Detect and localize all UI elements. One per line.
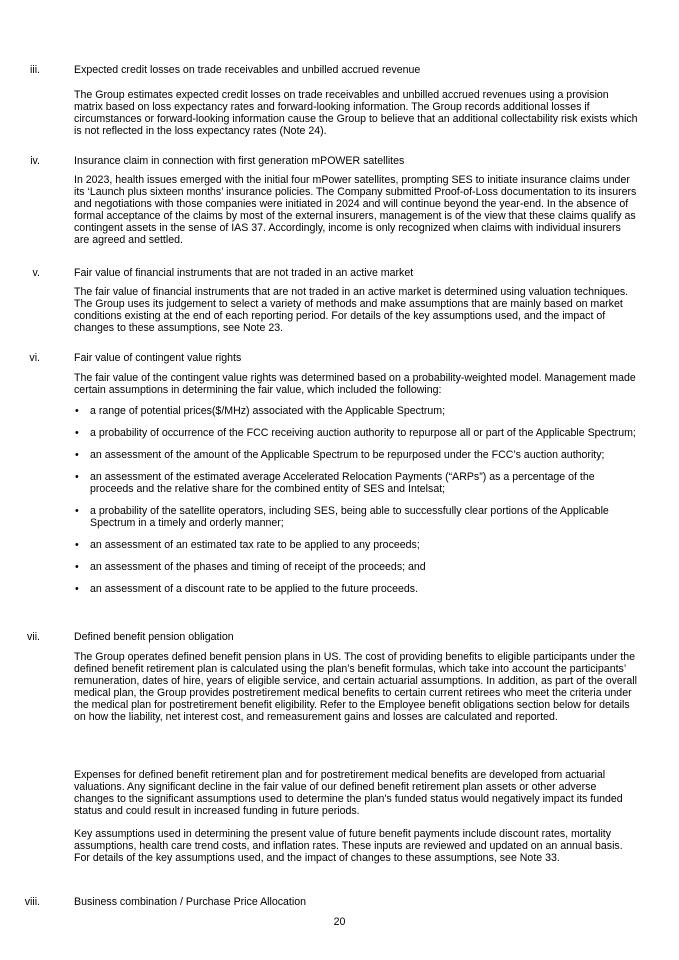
bullet-icon: •	[75, 471, 79, 483]
list-item-text: an assessment of a discount rate to be applied to the future proceeds.	[90, 583, 419, 595]
bullet-icon: •	[75, 505, 79, 517]
bullet-icon: •	[75, 583, 79, 595]
list-item	[74, 471, 639, 495]
section-title: Business combination / Purchase Price Allocation	[74, 896, 307, 908]
section-paragraph: The fair value of financial instruments that are not traded in an active market is determined using valuation techniques. The Group uses its judgement to select a variety of methods and make assumptions that are mainly based on market conditions existing at the end of each reporting period. For details of the key assumptions used, and the impact of changes to these assumptions, see Note 23.	[74, 286, 629, 334]
section-number: iv.	[30, 155, 40, 167]
bullet-list	[74, 405, 639, 595]
section-paragraph: The Group estimates expected credit losses on trade receivables and unbilled accrued revenues using a provision matrix based on loss expectancy rates and forward-looking information. The Group records additional losses if circumstances or forward-looking information cause the Group to believe that an additional collectability risk exists which is not reflected in the loss expectancy rates (Note 24).	[74, 89, 638, 137]
section-title: Fair value of financial instruments that are not traded in an active market	[74, 267, 414, 279]
section-number: v.	[32, 267, 40, 279]
bullet-icon: •	[75, 427, 79, 439]
list-item	[74, 539, 639, 551]
bullet-icon: •	[75, 405, 79, 417]
bullet-icon: •	[75, 539, 79, 551]
section-number: iii.	[29, 64, 40, 76]
section-title: Insurance claim in connection with first generation mPOWER satellites	[74, 155, 405, 167]
page-number: 20	[333, 916, 346, 928]
section-number: viii.	[24, 896, 40, 908]
list-item	[74, 583, 639, 595]
list-item	[74, 427, 639, 439]
section-paragraph: Expenses for defined benefit retirement plan and for postretirement medical benefits are developed from actuarial valuations. Any significant decline in the fair value of our defined benefit retirement plan assets or other adverse changes to the significant assumptions used to determine the plan’s funded status would negatively impact its funded status and could result in increased funding in future periods.	[74, 769, 623, 817]
section-title: Fair value of contingent value rights	[74, 352, 242, 364]
section-title: Expected credit losses on trade receivables and unbilled accrued revenue	[74, 64, 421, 76]
section-paragraph: In 2023, health issues emerged with the initial four mPower satellites, prompting SES to initiate insurance claims under its ‘Launch plus sixteen months’ insurance policies. The Company submitted Proof-of-Loss documentation to its insurers and negotiations with those companies were initiated in 2024 and will continue beyond the year-end. In the absence of formal acceptance of the claims by most of the external insurers, management is of the view that these claims qualify as contingent assets in the sense of IAS 37. Accordingly, income is only recognized when claims with individual insurers are agreed and settled.	[74, 174, 637, 246]
section-number: vii.	[27, 631, 40, 643]
section-paragraph: The Group operates defined benefit pension plans in US. The cost of providing benefits to eligible participants under the defined benefit retirement plan is calculated using the plan’s benefit formulas, which take into account the participants’ remuneration, dates of hire, years of eligible service, and certain actuarial assumptions. In addition, as part of the overall medical plan, the Group provides postretirement medical benefits to certain current retirees who meet the criteria under the medical plan for postretirement benefit eligibility. Refer to the Employee benefit obligations section below for details on how the liability, net interest cost, and remeasurement gains and losses are calculated and reported.	[74, 651, 637, 723]
list-item-text: a probability of occurrence of the FCC receiving auction authority to repurpose all or part of the Applicable Spectrum;	[90, 427, 636, 439]
list-item-text: a range of potential prices($/MHz) associated with the Applicable Spectrum;	[90, 405, 446, 417]
list-item-text: an assessment of an estimated tax rate to be applied to any proceeds;	[90, 539, 420, 551]
bullet-icon: •	[75, 449, 79, 461]
section-number: vi.	[29, 352, 40, 364]
list-item	[74, 405, 639, 417]
list-item-text: an assessment of the amount of the Applicable Spectrum to be repurposed under the FCC’s auction authority;	[90, 449, 605, 461]
bullet-icon: •	[75, 561, 79, 573]
list-item-text: an assessment of the phases and timing of receipt of the proceeds; and	[90, 561, 426, 573]
list-item	[74, 561, 639, 573]
list-item-text: a probability of the satellite operators, including SES, being able to successfully clear portions of the Applicable Spectrum in a timely and orderly manner;	[90, 505, 609, 529]
list-item	[74, 449, 639, 461]
list-item-text: an assessment of the estimated average Accelerated Relocation Payments (“ARPs”) as a percentage of the proceeds and the relative share for the combined entity of SES and Intelsat;	[90, 471, 595, 495]
list-item	[74, 505, 639, 529]
section-paragraph: Key assumptions used in determining the present value of future benefit payments include discount rates, mortality assumptions, health care trend costs, and inflation rates. These inputs are reviewed and updated on an annual basis. For details of the key assumptions used, and the impact of changes to these assumptions, see Note 33.	[74, 828, 623, 864]
section-paragraph: The fair value of the contingent value rights was determined based on a probability-weighted model. Management made certain assumptions in determining the fair value, which included the following:	[74, 372, 636, 396]
section-title: Defined benefit pension obligation	[74, 631, 234, 643]
